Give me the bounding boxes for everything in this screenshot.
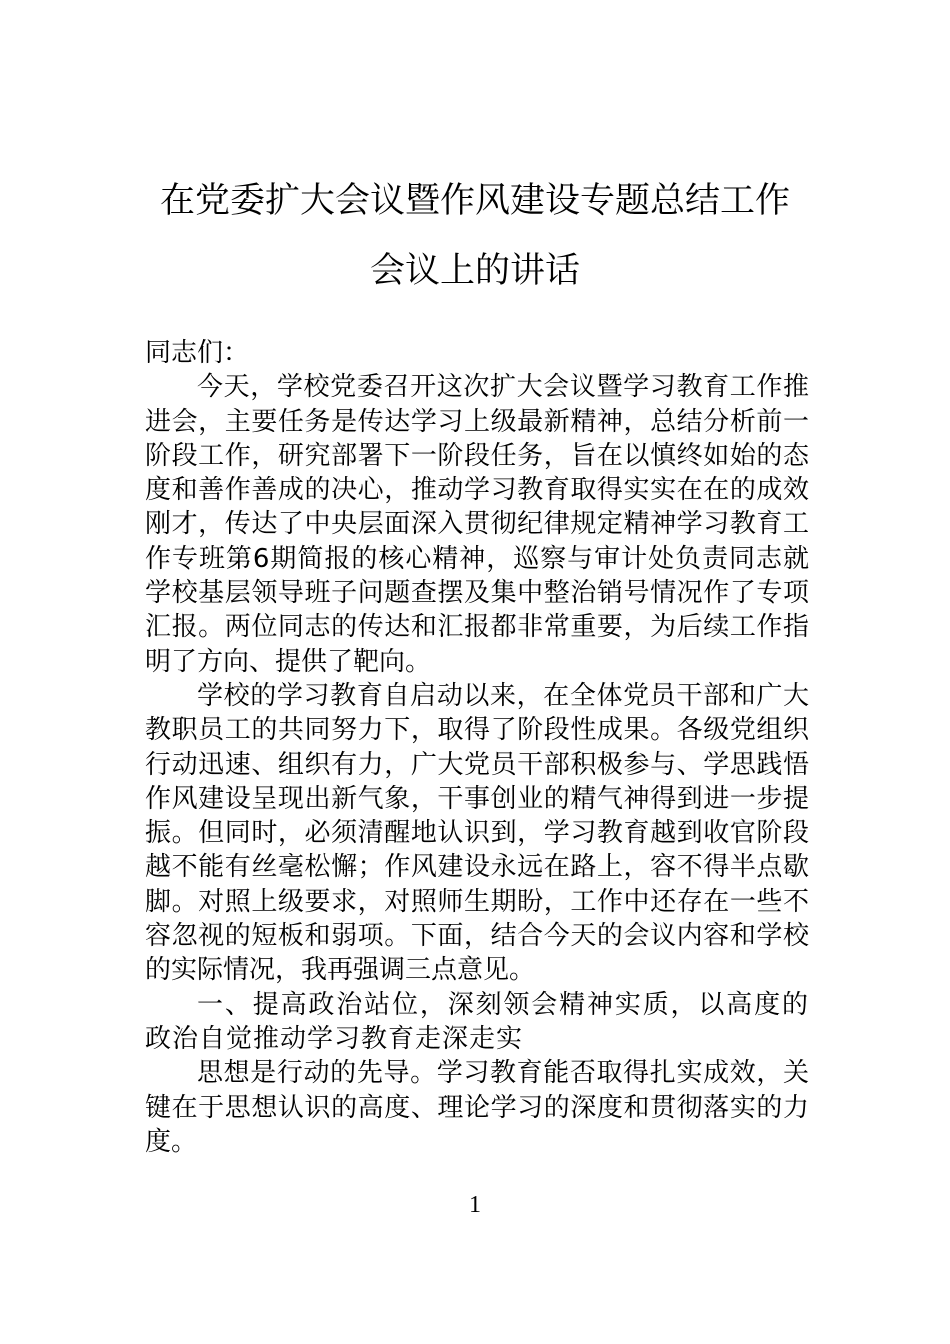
section-paragraph-1: 思想是行动的先导。学习教育能否取得扎实成效，关键在于思想认识的高度、理论学习的深度和贯彻落实的力度。 <box>145 1058 809 1157</box>
document-body <box>145 336 809 1159</box>
body-paragraph-1: 今天，学校党委召开这次扩大会议暨学习教育工作推进会，主要任务是传达学习上级最新精神，总结分析前一阶段工作，研究部署下一阶段任务，旨在以慎终如始的态度和善作善成的决心，推动学习教育取得实实在在的成效刚才，传达了中央层面深入贯彻纪律规定精神学习教育工作专班第6期简报的核心精神，巡察与审计处负责同志就学校基层领导班子问题查摆及集中整治销号情况作了专项汇报。两位同志的传达和汇报都非常重要，为后续工作指明了方向、提供了靶向。 <box>145 372 809 677</box>
page-number: 1 <box>469 1192 481 1218</box>
title-line-2: 会议上的讲话 <box>369 251 580 291</box>
salutation: 同志们： <box>145 338 250 368</box>
title-line-1: 在党委扩大会议暨作风建设专题总结工作 <box>159 181 790 221</box>
body-paragraph-2: 学校的学习教育自启动以来，在全体党员干部和广大教职员工的共同努力下，取得了阶段性成果。各级党组织行动迅速、组织有力，广大党员干部积极参与、学思践悟作风建设呈现出新气象，干事创业的精气神得到进一步提振。但同时，必须清醒地认识到，学习教育越到收官阶段越不能有丝毫松懈；作风建设永远在路上，容不得半点歇脚。对照上级要求，对照师生期盼，工作中还存在一些不容忽视的短板和弱项。下面，结合今天的会议内容和学校的实际情况，我再强调三点意见。 <box>145 680 809 986</box>
document-title <box>140 166 810 306</box>
section-heading-1: 一、提高政治站位，深刻领会精神实质，以高度的政治自觉推动学习教育走深走实 <box>145 989 809 1054</box>
